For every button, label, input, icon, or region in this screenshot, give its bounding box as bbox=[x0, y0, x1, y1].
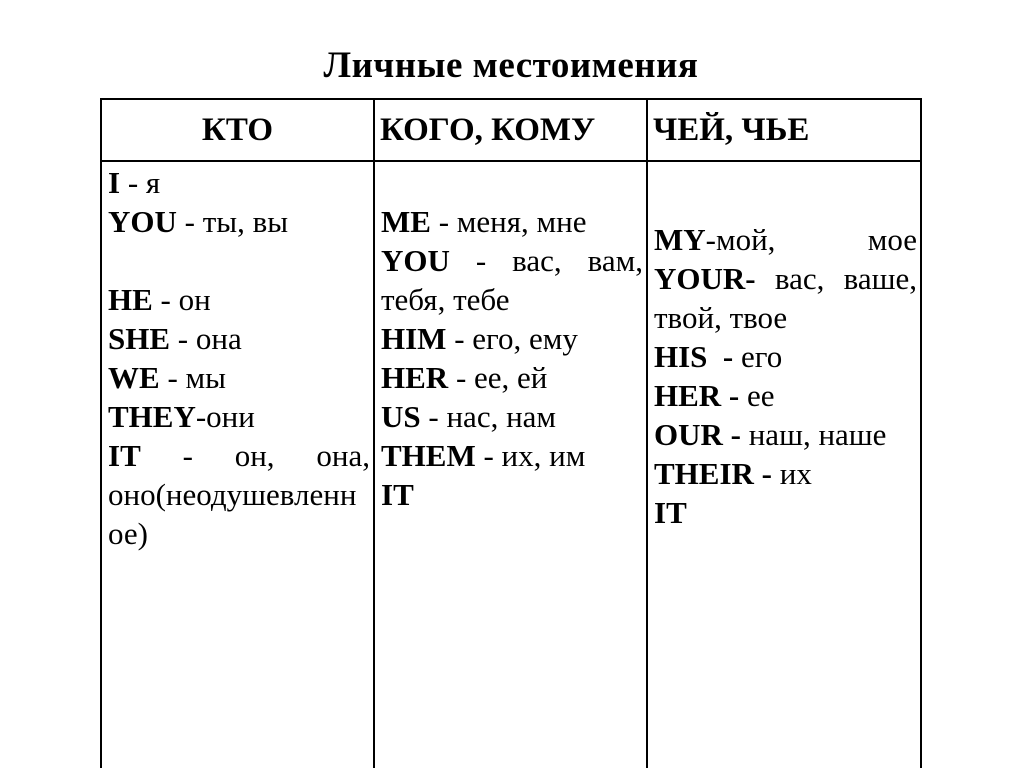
table-line: HER - ее, ей bbox=[381, 360, 548, 395]
table-line: тебя, тебе bbox=[381, 282, 510, 317]
column-header-who: КТО bbox=[102, 100, 375, 160]
table-line: IT bbox=[381, 477, 414, 512]
table-line: ое) bbox=[108, 516, 148, 551]
table-line: твой, твое bbox=[654, 300, 788, 335]
table-body-row bbox=[102, 162, 920, 768]
table-line: WE - мы bbox=[108, 360, 226, 395]
table-line: IT bbox=[654, 495, 687, 530]
table-line: I - я bbox=[108, 165, 161, 200]
table-line: OUR - наш, наше bbox=[654, 417, 887, 452]
table-line: MY-мой, мое bbox=[654, 222, 917, 257]
table-line: YOU - вас, вам, bbox=[381, 243, 643, 278]
table-line: HIM - его, ему bbox=[381, 321, 578, 356]
table-line: ME - меня, мне bbox=[381, 204, 587, 239]
table-header-row bbox=[102, 100, 920, 162]
table-line: HE - он bbox=[108, 282, 211, 317]
table-line: SHE - она bbox=[108, 321, 242, 356]
table-line: YOU - ты, вы bbox=[108, 204, 289, 239]
table-line: оно(неодушевленн bbox=[108, 477, 357, 512]
column-header-whom: КОГО, КОМУ bbox=[375, 100, 648, 160]
table-line: US - нас, нам bbox=[381, 399, 557, 434]
column-header-whose: ЧЕЙ, ЧЬЕ bbox=[653, 111, 810, 148]
table-line: YOUR- вас, ваше, bbox=[654, 261, 917, 296]
table-cell-whose bbox=[648, 162, 920, 768]
table-cell-whom bbox=[375, 162, 648, 768]
table-line: IT - он, она, bbox=[108, 438, 370, 473]
table-line: HIS - его bbox=[654, 339, 783, 374]
page-title: Личные местоимения bbox=[323, 45, 699, 86]
table-line: THEY-они bbox=[108, 399, 255, 434]
table-line bbox=[108, 241, 370, 280]
table-cell-who bbox=[102, 162, 375, 768]
table-line: THEIR - их bbox=[654, 456, 812, 491]
table-line: THEM - их, им bbox=[381, 438, 586, 473]
table-line: HER - ее bbox=[654, 378, 775, 413]
pronoun-table bbox=[100, 98, 922, 768]
